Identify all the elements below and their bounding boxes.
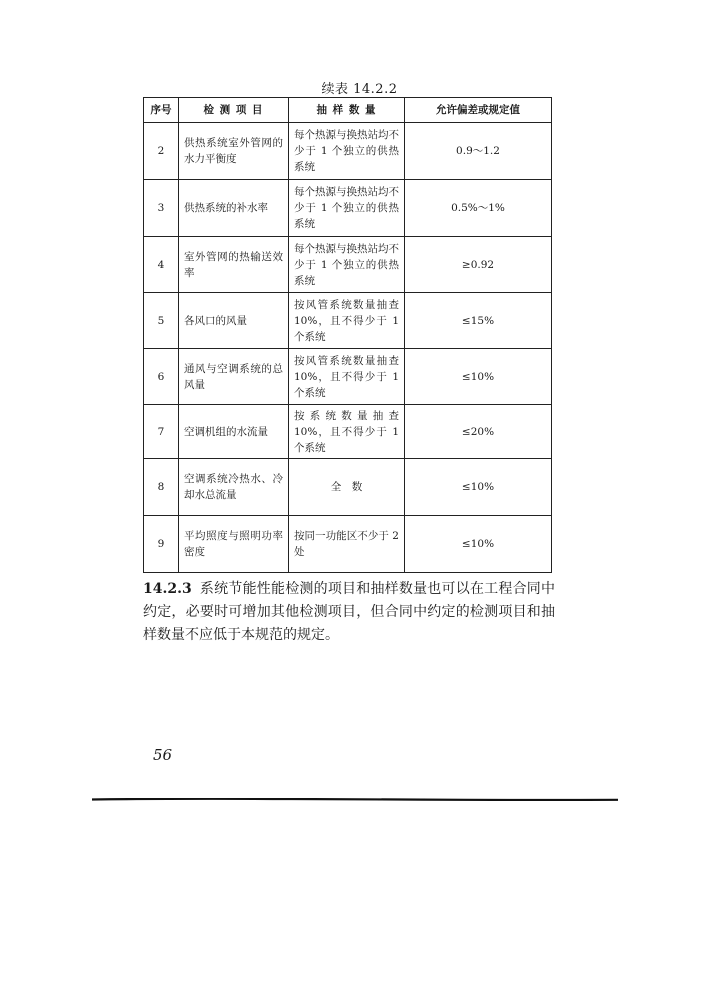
row-item: 通风与空调系统的总风量 — [179, 349, 289, 405]
row-sampling: 按风管系统数量抽查 10%，且不得少于 1 个系统 — [289, 349, 405, 405]
row-item: 各风口的风量 — [179, 293, 289, 349]
header-sampling: 抽 样 数 量 — [289, 98, 405, 123]
row-no: 2 — [144, 123, 179, 180]
table-row — [144, 459, 552, 516]
table-row — [144, 123, 552, 180]
row-sampling: 按同一功能区不少于 2 处 — [289, 516, 405, 573]
row-no: 4 — [144, 237, 179, 293]
table-row — [144, 516, 552, 573]
row-no: 8 — [144, 459, 179, 516]
row-item: 平均照度与照明功率密度 — [179, 516, 289, 573]
row-sampling: 按系统数量抽查 10%，且不得少于 1 个系统 — [289, 405, 405, 459]
row-sampling: 每个热源与换热站均不少于 1 个独立的供热系统 — [289, 237, 405, 293]
page-number: 56 — [153, 746, 173, 764]
row-item: 空调机组的水流量 — [179, 405, 289, 459]
table-caption: 续表 14.2.2 — [321, 82, 398, 97]
row-no: 7 — [144, 405, 179, 459]
table-row — [144, 405, 552, 459]
row-value: ≤10% — [405, 459, 552, 516]
row-item: 空调系统冷热水、冷却水总流量 — [179, 459, 289, 516]
row-value: ≤15% — [405, 293, 552, 349]
row-value: ≤20% — [405, 405, 552, 459]
table-row — [144, 293, 552, 349]
header-no: 序号 — [144, 98, 179, 123]
row-no: 6 — [144, 349, 179, 405]
footer-rule — [92, 798, 618, 801]
row-no: 5 — [144, 293, 179, 349]
row-sampling: 按风管系统数量抽查 10%，且不得少于 1 个系统 — [289, 293, 405, 349]
header-item: 检 测 项 目 — [179, 98, 289, 123]
table-row — [144, 180, 552, 237]
row-item: 供热系统室外管网的水力平衡度 — [179, 123, 289, 180]
row-item: 供热系统的补水率 — [179, 180, 289, 237]
clause-number: 14.2.3 — [143, 581, 192, 597]
table-row — [144, 349, 552, 405]
row-sampling: 每个热源与换热站均不少于 1 个独立的供热系统 — [289, 180, 405, 237]
row-value: ≤10% — [405, 516, 552, 573]
clause-paragraph — [143, 578, 555, 647]
row-value: ≥0.92 — [405, 237, 552, 293]
row-sampling: 全 数 — [289, 459, 405, 516]
row-value: ≤10% — [405, 349, 552, 405]
row-sampling: 每个热源与换热站均不少于 1 个独立的供热系统 — [289, 123, 405, 180]
row-item: 室外管网的热输送效率 — [179, 237, 289, 293]
row-value: 0.5%～1% — [405, 180, 552, 237]
table-header-row — [144, 98, 552, 123]
clause-text: 系统节能性能检测的项目和抽样数量也可以在工程合同中约定，必要时可增加其他检测项目，但合同中约定的检测项目和抽样数量不应低于本规范的规定。 — [143, 581, 555, 643]
header-value: 允许偏差或规定值 — [405, 98, 552, 123]
inspection-table — [143, 97, 552, 573]
row-no: 3 — [144, 180, 179, 237]
table-row — [144, 237, 552, 293]
row-no: 9 — [144, 516, 179, 573]
row-value: 0.9～1.2 — [405, 123, 552, 180]
